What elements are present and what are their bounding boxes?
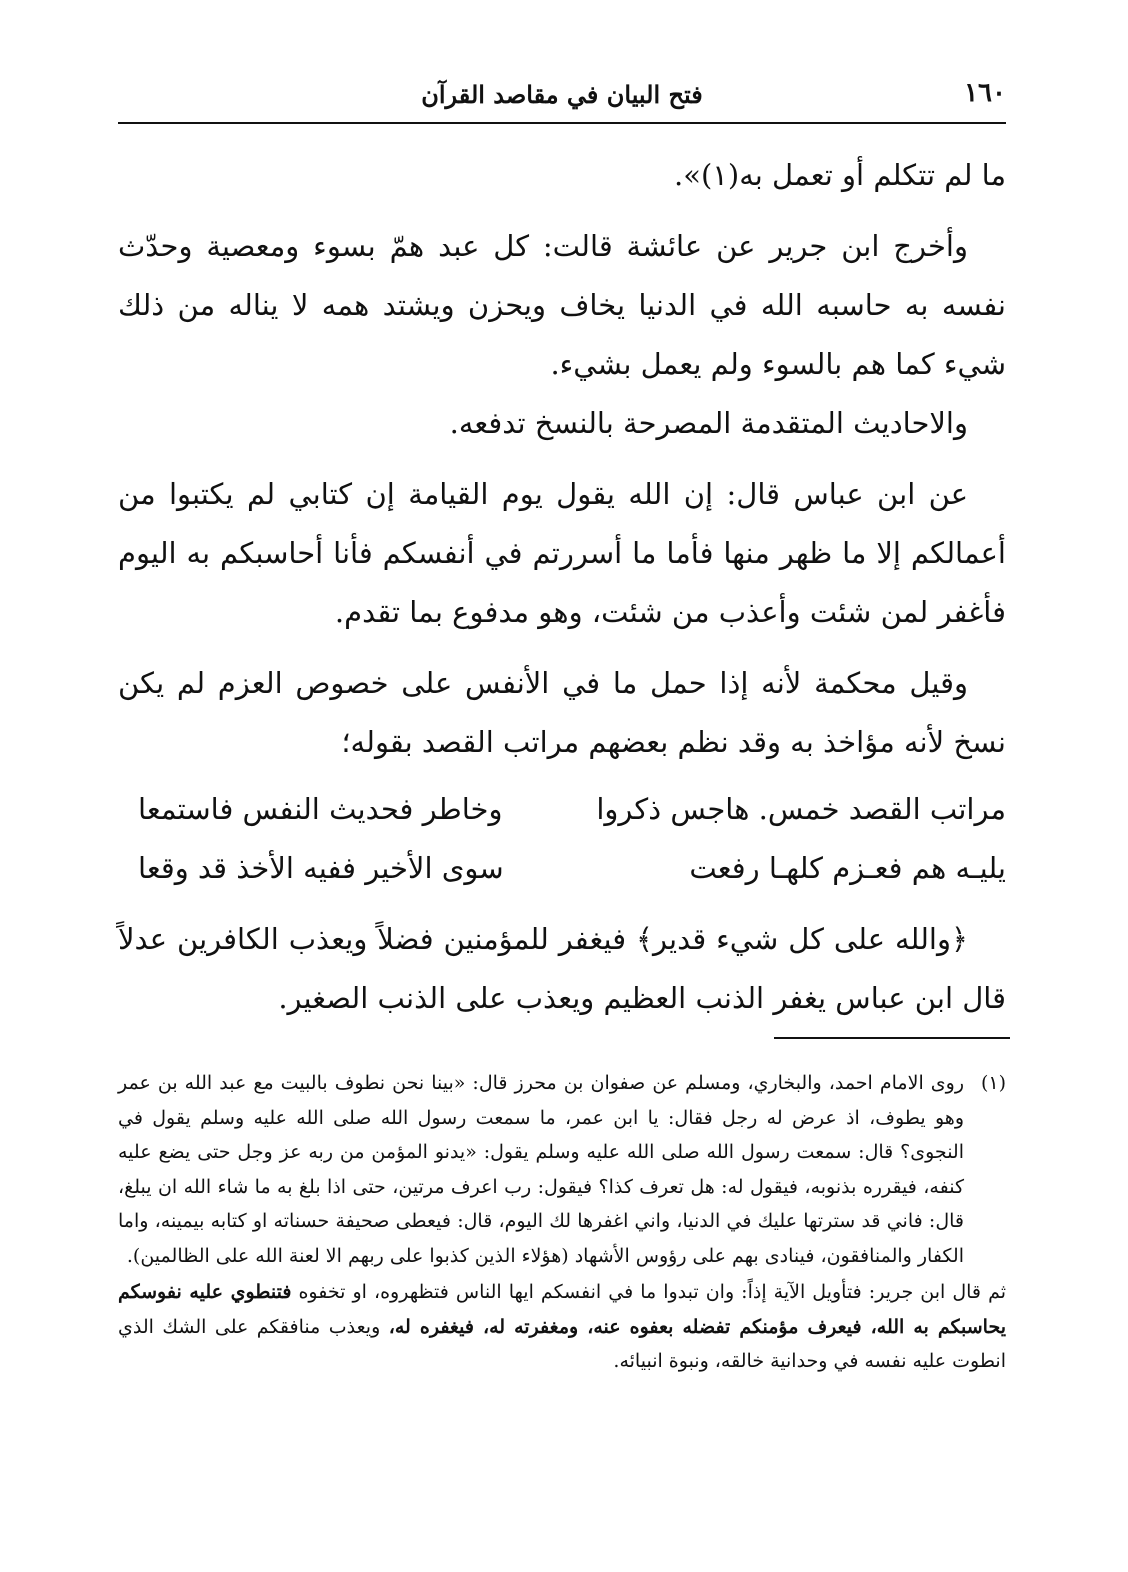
footnote-continuation [118, 1275, 1006, 1379]
poem-verses [118, 780, 1006, 898]
verse-line [118, 839, 1006, 898]
paragraph-5: وقيل محكمة لأنه إذا حمل ما في الأنفس على خصوص العزم لم يكن نسخ لأنه مؤاخذ به وقد نظم بعضهم مراتب القصد بقوله؛ [118, 666, 1006, 759]
footnote-2-end: ويعذب منافقكم على الشك الذي انطوت عليه نفسه في وحدانية خالقه، ونبوة انبيائه. [118, 1315, 1006, 1372]
page-header [118, 78, 1006, 124]
paragraph-6: ﴿والله على كل شيء قدير﴾ فيغفر للمؤمنين فضلاً ويعذب الكافرين عدلاً قال ابن عباس يغفر الذنب العظيم ويعذب على الذنب الصغير. [118, 922, 1006, 1015]
paragraph-1: ما لم تتكلم أو تعمل به(١)». [674, 158, 1006, 192]
paragraph-3: والاحاديث المتقدمة المصرحة بالنسخ تدفعه. [449, 406, 968, 440]
main-text [118, 146, 1006, 1028]
footnote-2-start: ثم قال ابن جرير: فتأويل الآية إذاً: وان تبدوا ما في انفسكم ايها الناس فتظهروه، او تخفوه [298, 1281, 1007, 1303]
footnote-1 [118, 1066, 1006, 1273]
verse-line [118, 780, 1006, 839]
verse-second-hemistich: وخاطر فحديث النفس فاستمعا [138, 792, 503, 826]
verse-first-hemistich: مراتب القصد خمس. هاجس ذكروا [596, 792, 1006, 826]
verse-first-hemistich: يليـه هم فعـزم كلهـا رفعت [689, 851, 1006, 885]
footnote-marker: (١) [980, 1072, 1006, 1094]
footnotes [118, 1066, 1006, 1379]
verse-second-hemistich: سوى الأخير ففيه الأخذ قد وقعا [138, 851, 504, 885]
footnote-divider [774, 1037, 1010, 1039]
paragraph-2: وأخرج ابن جرير عن عائشة قالت: كل عبد همّ بسوء ومعصية وحدّث نفسه به حاسبه الله في الدنيا يخاف ويحزن ويشتد همه لا يناله من ذلك شيء كما هم بالسوء ولم يعمل بشيء. [118, 229, 1006, 381]
page-number: ١٦٠ [964, 78, 1006, 108]
footnote-1-text: روى الامام احمد، والبخاري، ومسلم عن صفوان بن محرز قال: «بينا نحن نطوف بالبيت مع عبد الله بن عمر وهو يطوف، اذ عرض له رجل فقال: يا ابن عمر، ما سمعت رسول الله صلى الله عليه وسلم يقول في النجوى؟ قال: سمعت رسول الله صلى الله عليه وسلم يقول: «يدنو المؤمن من ربه عز وجل حتى يضع عليه كنفه، فيقرره بذنوبه، فيقول له: هل تعرف كذا؟ فيقول: رب اعرف مرتين، حتى اذا بلغ به ما شاء الله ان يبلغ، قال: فاني قد سترتها عليك في الدنيا، واني اغفرها لك اليوم، قال: فيعطى صحيفة حسناته او كتابه بيمينه، واما الكفار والمنافقون، فينادى بهم على رؤوس الأشهاد (هؤلاء الذين كذبوا على ربهم الا لعنة الله على الظالمين). [118, 1072, 964, 1267]
running-title: فتح البيان في مقاصد القرآن [421, 80, 703, 109]
paragraph-4: عن ابن عباس قال: إن الله يقول يوم القيامة إن كتابي لم يكتبوا من أعمالكم إلا ما ظهر منها فأما ما أسررتم في أنفسكم فأنا أحاسبكم به اليوم فأغفر لمن شئت وأعذب من شئت، وهو مدفوع بما تقدم. [118, 477, 1006, 629]
footnote-2-bold: فتنطوي عليه نفوسكم يحاسبكم به الله، فيعرف مؤمنكم تفضله بعفوه عنه، ومغفرته له، فيغفره له، [118, 1281, 1006, 1338]
